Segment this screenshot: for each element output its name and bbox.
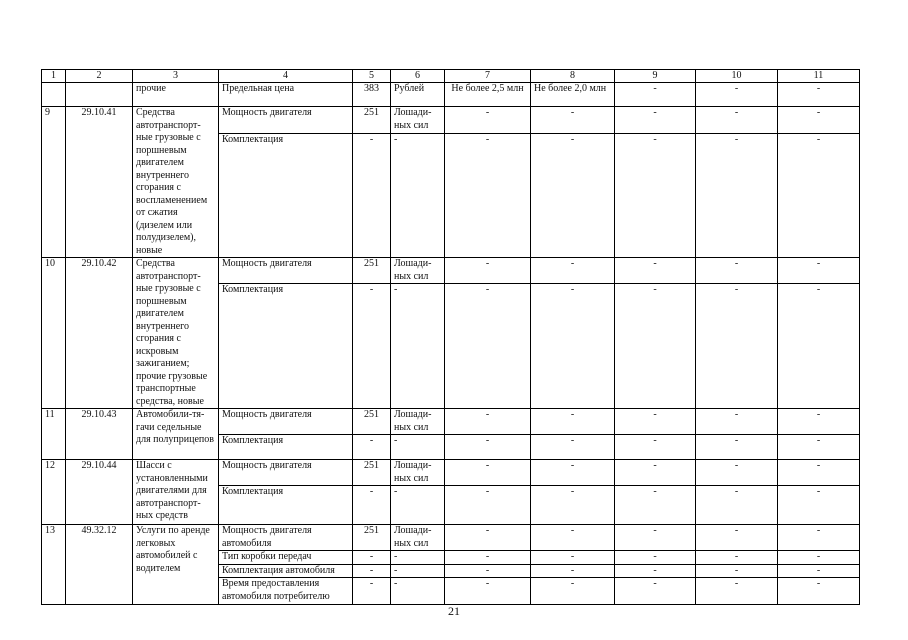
col-number-10: 10 [696,70,778,83]
value-cell-11: - [778,578,860,605]
value-cell-8: - [531,460,615,486]
value-cell-8: - [531,486,615,525]
value-cell-11: - [778,460,860,486]
col-number-7: 7 [445,70,531,83]
characteristic-cell: Мощность двигателя [219,258,353,284]
characteristic-cell: Время предоставления автомобиля потребителю [219,578,353,605]
characteristic-cell: Предельная цена [219,83,353,107]
value-cell-10: - [696,460,778,486]
value-cell-7: - [445,486,531,525]
value-cell-7: - [445,107,531,134]
value-cell-8: - [531,578,615,605]
okei-code-cell: - [353,486,391,525]
value-cell-9: - [615,564,696,578]
okei-code-cell: 383 [353,83,391,107]
col-number-11: 11 [778,70,860,83]
characteristic-cell: Комплектация [219,284,353,409]
value-cell-11: - [778,564,860,578]
characteristic-cell: Тип коробки передач [219,551,353,565]
item-name-cell: Автомобили-тя-гачи седельные для полуприцепов [133,409,219,460]
value-cell-7: - [445,578,531,605]
value-cell-8: - [531,409,615,435]
row-number-cell [42,83,66,107]
item-name-cell: Средства автотранспорт-ные грузовые с поршневым двигателем внутреннего сгорания с искровым зажиганием; прочие грузовые транспортные средства, новые [133,258,219,409]
column-number-row [42,70,860,83]
unit-name-cell: - [391,551,445,565]
okpd-code-cell: 29.10.41 [66,107,133,258]
value-cell-8: - [531,258,615,284]
table-row [42,525,860,551]
value-cell-9: - [615,525,696,551]
value-cell-9: - [615,133,696,257]
value-cell-9: - [615,107,696,134]
value-cell-8: - [531,564,615,578]
value-cell-9: - [615,551,696,565]
table-row [42,83,860,107]
row-number-cell: 9 [42,107,66,258]
value-cell-8: - [531,435,615,460]
value-cell-8: - [531,284,615,409]
unit-name-cell: Лошади-ных сил [391,525,445,551]
okpd-code-cell: 29.10.43 [66,409,133,460]
item-name-cell: Средства автотранспорт-ные грузовые с поршневым двигателем внутреннего сгорания с воспламенением от сжатия (дизелем или полудизелем), новые [133,107,219,258]
unit-name-cell: - [391,435,445,460]
table-row [42,409,860,435]
table-body [42,70,860,605]
characteristic-cell: Мощность двигателя [219,107,353,134]
col-number-5: 5 [353,70,391,83]
value-cell-11: - [778,551,860,565]
value-cell-9: - [615,435,696,460]
characteristic-cell: Комплектация [219,435,353,460]
value-cell-9: - [615,409,696,435]
okpd-code-cell [66,83,133,107]
item-name-cell: Услуги по аренде легковых автомобилей с водителем [133,525,219,605]
row-number-cell: 13 [42,525,66,605]
okei-code-cell: 251 [353,525,391,551]
value-cell-8: - [531,133,615,257]
okei-code-cell: 251 [353,409,391,435]
value-cell-10: - [696,435,778,460]
okei-code-cell: - [353,564,391,578]
value-cell-10: - [696,133,778,257]
value-cell-10: - [696,578,778,605]
value-cell-8: - [531,525,615,551]
value-cell-11: - [778,284,860,409]
value-cell-10: - [696,107,778,134]
okei-code-cell: 251 [353,107,391,134]
unit-name-cell: Лошади-ных сил [391,409,445,435]
col-number-8: 8 [531,70,615,83]
value-cell-7: - [445,551,531,565]
okei-code-cell: - [353,435,391,460]
unit-name-cell: - [391,486,445,525]
characteristic-cell: Мощность двигателя [219,409,353,435]
value-cell-7: - [445,564,531,578]
item-name-cell: Шасси с установленными двигателями для автотранспорт-ных средств [133,460,219,525]
value-cell-11: - [778,107,860,134]
col-number-4: 4 [219,70,353,83]
unit-name-cell: Лошади-ных сил [391,460,445,486]
value-cell-11: - [778,486,860,525]
value-cell-11: - [778,409,860,435]
value-cell-10: - [696,284,778,409]
table-row [42,258,860,284]
unit-name-cell: Лошади-ных сил [391,107,445,134]
col-number-9: 9 [615,70,696,83]
row-number-cell: 12 [42,460,66,525]
col-number-3: 3 [133,70,219,83]
unit-name-cell: Рублей [391,83,445,107]
value-cell-9: - [615,83,696,107]
okpd-code-cell: 29.10.42 [66,258,133,409]
characteristic-cell: Комплектация [219,486,353,525]
value-cell-10: - [696,525,778,551]
value-cell-7: - [445,435,531,460]
okei-code-cell: - [353,284,391,409]
okei-code-cell: - [353,133,391,257]
value-cell-11: - [778,435,860,460]
table-row [42,107,860,134]
okei-code-cell: - [353,551,391,565]
requirements-table [41,69,860,605]
value-cell-9: - [615,284,696,409]
value-cell-9: - [615,460,696,486]
value-cell-8: - [531,551,615,565]
value-cell-11: - [778,525,860,551]
characteristic-cell: Комплектация автомобиля [219,564,353,578]
characteristic-cell: Комплектация [219,133,353,257]
value-cell-7: - [445,409,531,435]
characteristic-cell: Мощность двигателя [219,460,353,486]
unit-name-cell: Лошади-ных сил [391,258,445,284]
characteristic-cell: Мощность двигателя автомобиля [219,525,353,551]
value-cell-10: - [696,83,778,107]
unit-name-cell: - [391,578,445,605]
table-row [42,460,860,486]
row-number-cell: 10 [42,258,66,409]
value-cell-7: Не более 2,5 млн [445,83,531,107]
value-cell-11: - [778,258,860,284]
unit-name-cell: - [391,133,445,257]
value-cell-10: - [696,564,778,578]
value-cell-10: - [696,409,778,435]
row-number-cell: 11 [42,409,66,460]
okei-code-cell: - [353,578,391,605]
okei-code-cell: 251 [353,460,391,486]
value-cell-10: - [696,486,778,525]
value-cell-7: - [445,284,531,409]
page-number: 21 [448,604,460,618]
okpd-code-cell: 49.32.12 [66,525,133,605]
okei-code-cell: 251 [353,258,391,284]
value-cell-11: - [778,133,860,257]
col-number-6: 6 [391,70,445,83]
okpd-code-cell: 29.10.44 [66,460,133,525]
value-cell-8: Не более 2,0 млн [531,83,615,107]
value-cell-9: - [615,486,696,525]
unit-name-cell: - [391,564,445,578]
value-cell-7: - [445,258,531,284]
value-cell-10: - [696,551,778,565]
col-number-1: 1 [42,70,66,83]
value-cell-11: - [778,83,860,107]
value-cell-10: - [696,258,778,284]
value-cell-7: - [445,525,531,551]
value-cell-8: - [531,107,615,134]
item-name-cell: прочие [133,83,219,107]
value-cell-9: - [615,258,696,284]
value-cell-7: - [445,460,531,486]
unit-name-cell: - [391,284,445,409]
col-number-2: 2 [66,70,133,83]
value-cell-9: - [615,578,696,605]
value-cell-7: - [445,133,531,257]
